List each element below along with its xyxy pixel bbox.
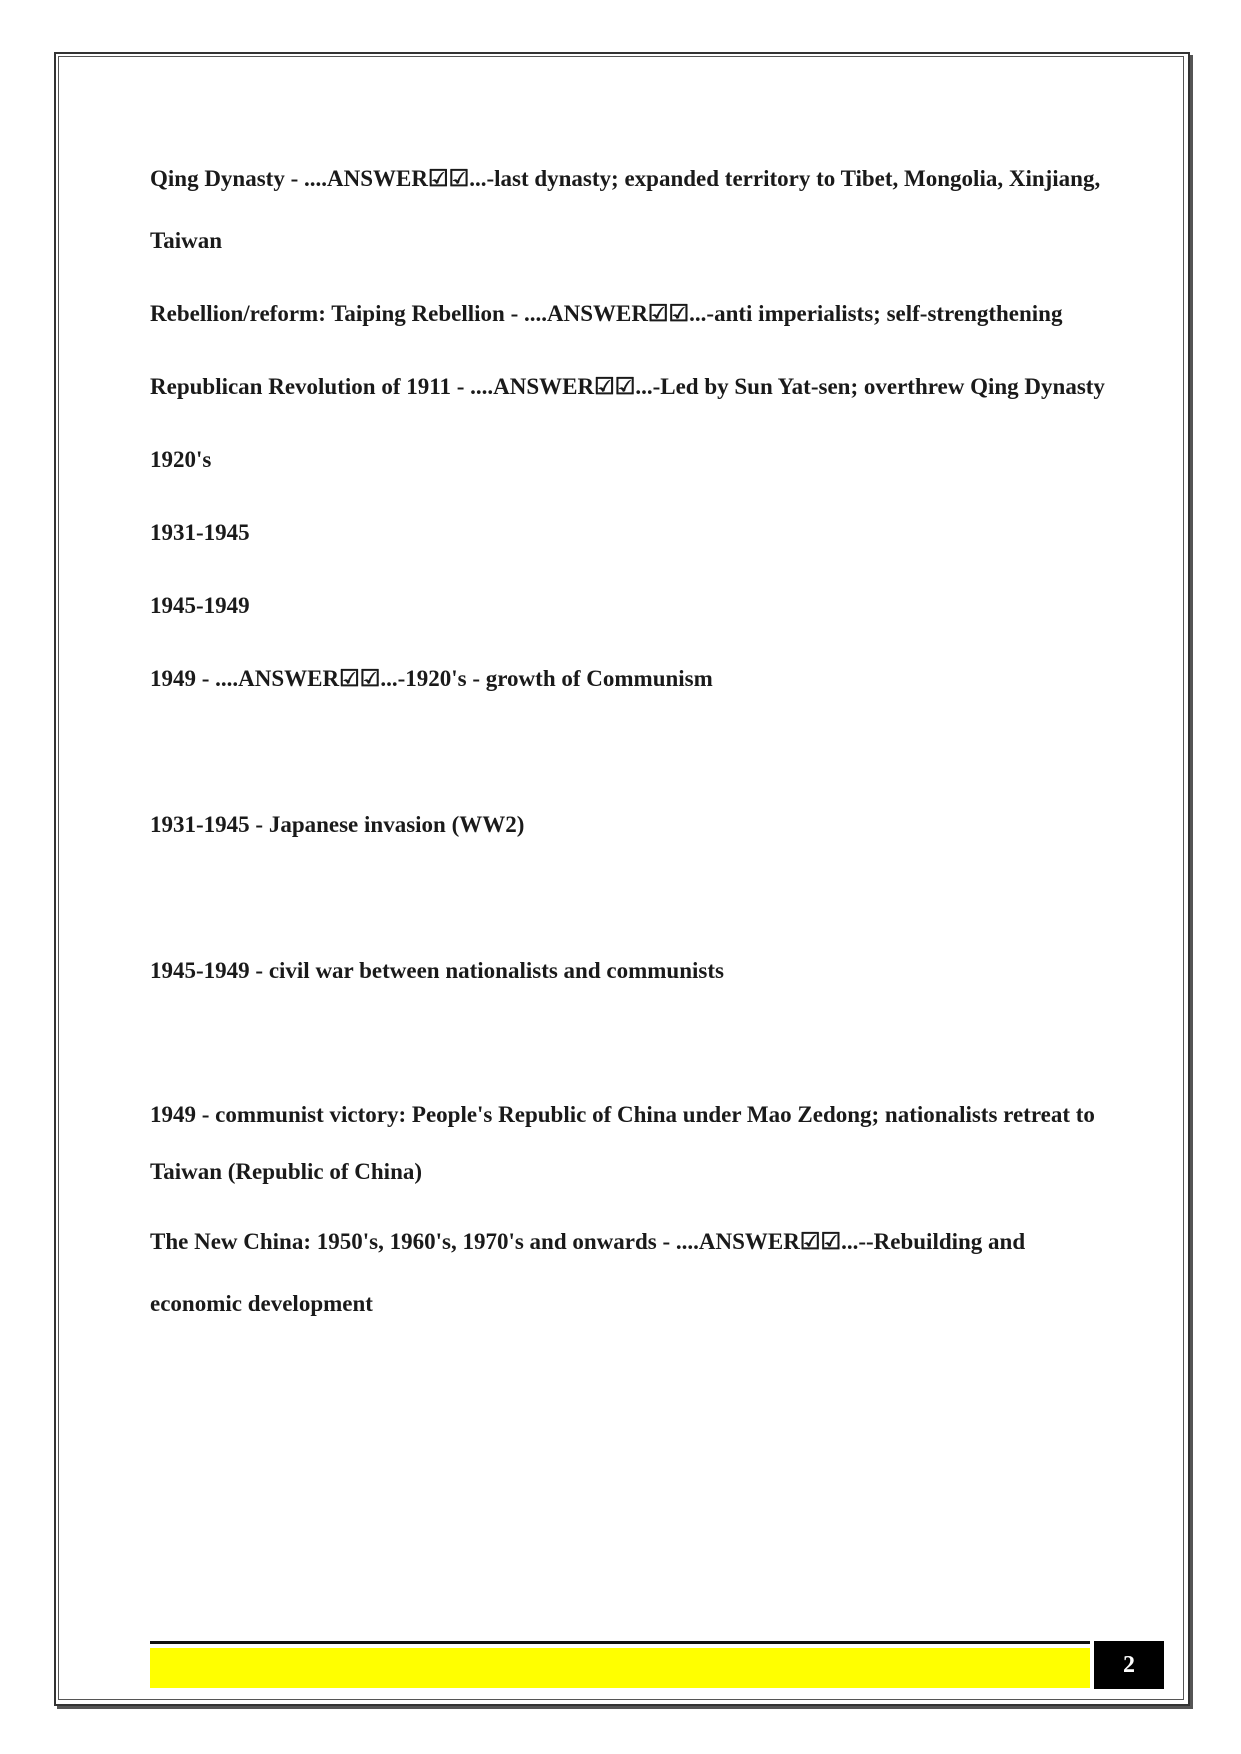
entry-1931-1945-heading: 1931-1945	[150, 520, 250, 545]
entry-1949-answer: 1949 - ....ANSWER☑☑...-1920's - growth of Communism	[150, 666, 713, 691]
entry-japanese-invasion: 1931-1945 - Japanese invasion (WW2)	[150, 812, 525, 837]
entry-communist-victory: 1949 - communist victory: People's Republic of China under Mao Zedong; nationalists retreat to Taiwan (Republic of China)	[150, 1102, 1095, 1184]
entry-republican-revolution: Republican Revolution of 1911 - ....ANSWER☑☑...-Led by Sun Yat-sen; overthrew Qing Dynasty	[150, 374, 1105, 399]
entry-new-china: The New China: 1950's, 1960's, 1970's and onwards - ....ANSWER☑☑...--Rebuilding and economic development	[150, 1229, 1026, 1316]
footer-highlight-bar	[150, 1648, 1090, 1688]
footer-rule	[150, 1641, 1090, 1644]
entry-taiping-rebellion: Rebellion/reform: Taiping Rebellion - ....ANSWER☑☑...-anti imperialists; self-strengthening	[150, 301, 1063, 326]
entry-civil-war: 1945-1949 - civil war between nationalists and communists	[150, 958, 724, 983]
entry-1920s-heading: 1920's	[150, 447, 212, 472]
entry-1945-1949-heading: 1945-1949	[150, 593, 250, 618]
entry-qing-dynasty: Qing Dynasty - ....ANSWER☑☑...-last dynasty; expanded territory to Tibet, Mongolia, Xinjiang, Taiwan	[150, 166, 1101, 253]
document-body	[150, 148, 1110, 1346]
page-number: 2	[1094, 1641, 1164, 1689]
